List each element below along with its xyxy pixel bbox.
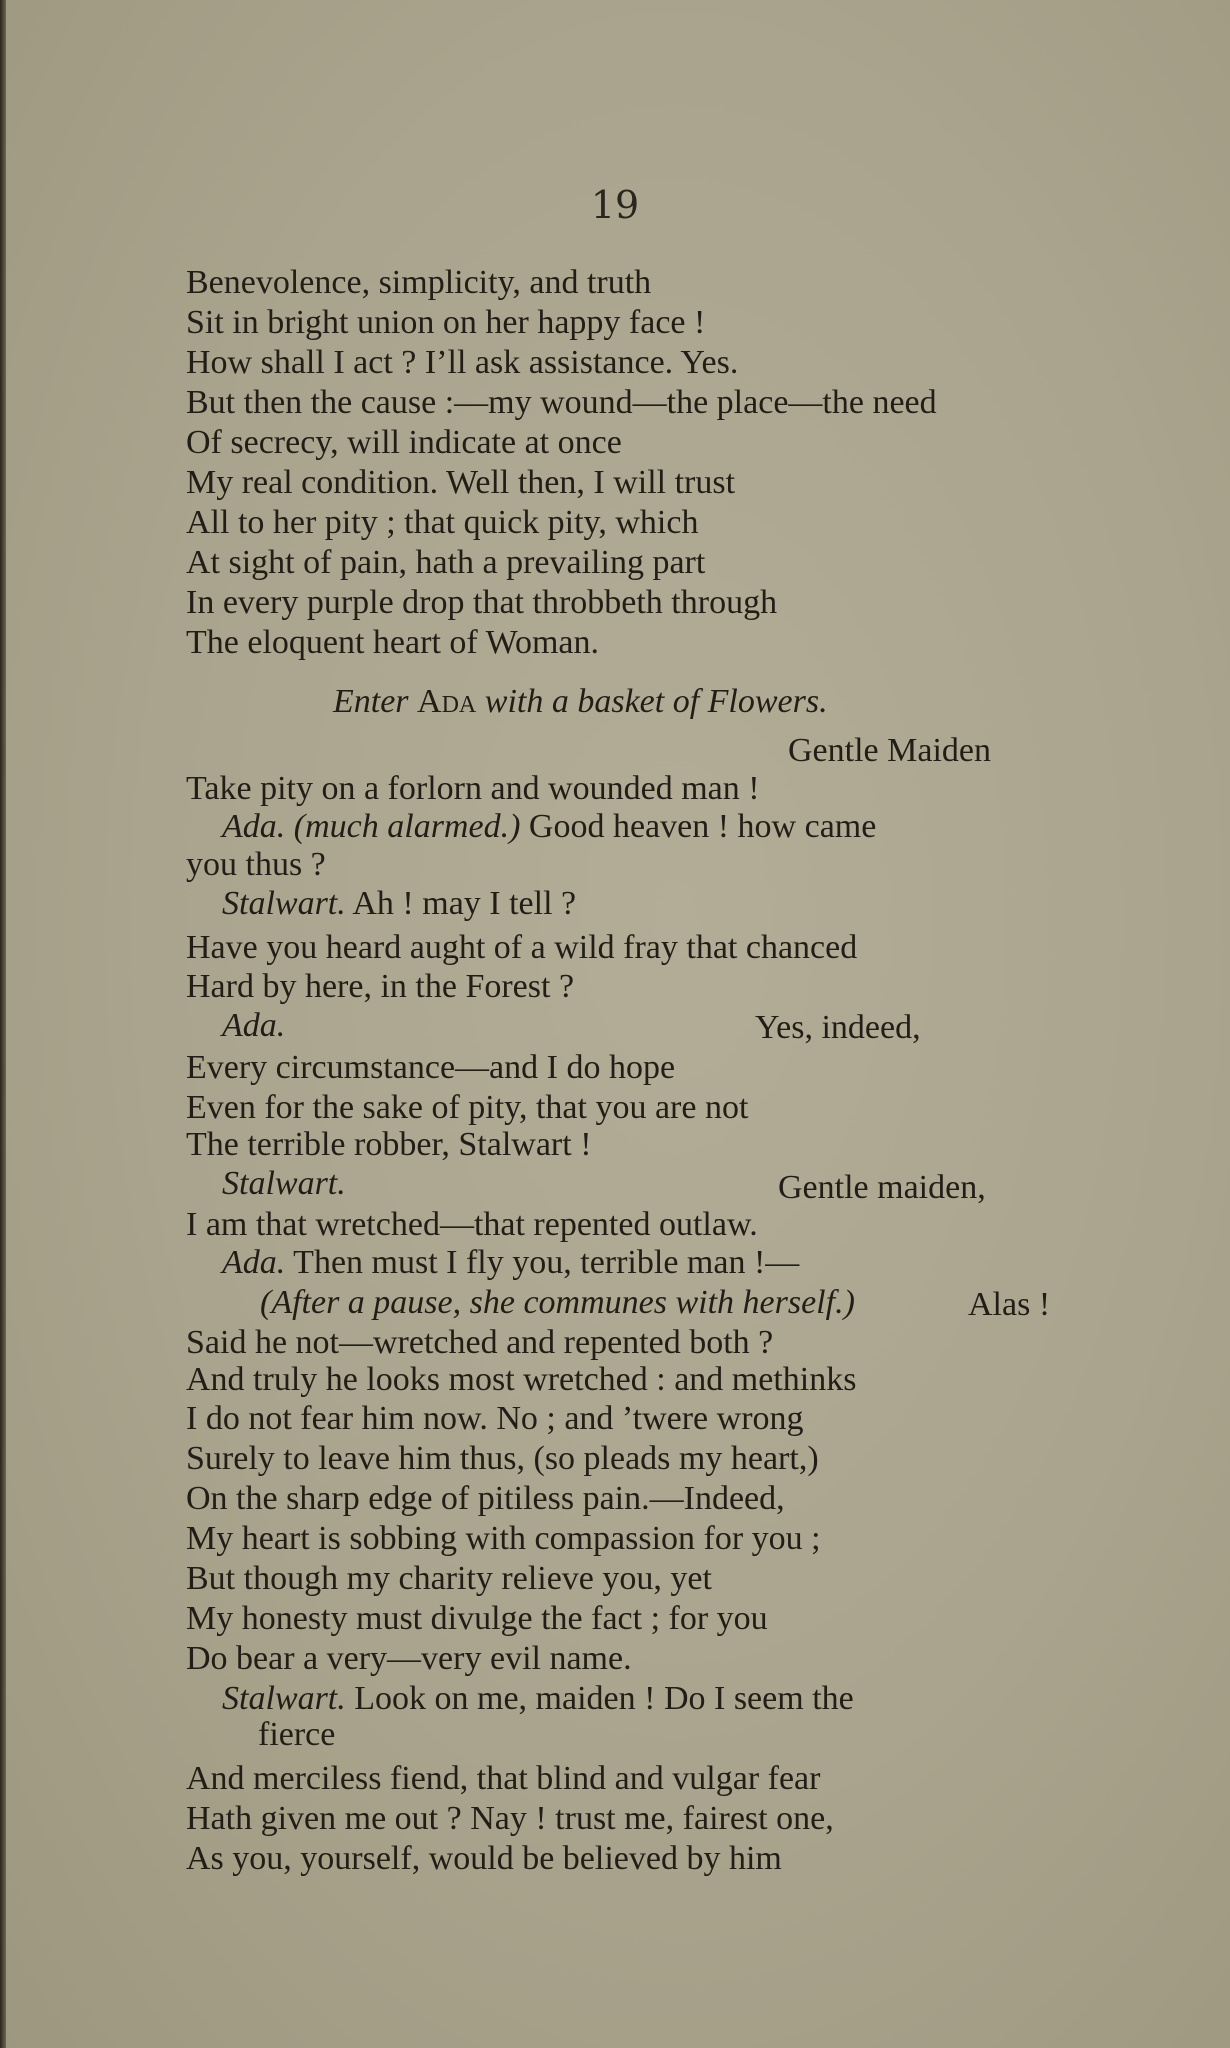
text-line: On the sharp edge of pitiless pain.—Indeed, xyxy=(186,1480,785,1517)
speech-line xyxy=(222,1679,854,1719)
speaker-name: Stalwart. xyxy=(222,1680,346,1717)
text-line: All to her pity ; that quick pity, which xyxy=(186,504,699,541)
speaker-name: Stalwart. xyxy=(222,885,346,922)
speech-line xyxy=(222,884,576,924)
speaker-name: Ada. xyxy=(222,1007,286,1044)
text-line: Hath given me out ? Nay ! trust me, fairest one, xyxy=(186,1800,834,1837)
text-line: Hard by here, in the Forest ? xyxy=(186,968,575,1005)
speech-text: Ah ! may I tell ? xyxy=(352,885,577,922)
text-line: Said he not—wretched and repented both ? xyxy=(186,1324,774,1361)
stage-direction-name: Ada xyxy=(417,683,477,720)
text-line: The terrible robber, Stalwart ! xyxy=(186,1126,592,1163)
text-line: Do bear a very—very evil name. xyxy=(186,1640,632,1677)
text-line: Have you heard aught of a wild fray that chanced xyxy=(186,929,858,966)
stage-direction-entry xyxy=(333,682,828,722)
speech-text: Good heaven ! how came xyxy=(528,808,877,845)
stage-direction-rest: with a basket of Flowers. xyxy=(484,683,828,720)
text-line: But though my charity relieve you, yet xyxy=(186,1560,712,1597)
text-line: In every purple drop that throbbeth through xyxy=(186,584,778,621)
text-line: you thus ? xyxy=(186,846,326,883)
text-line: Gentle maiden, xyxy=(778,1169,986,1206)
text-line: Benevolence, simplicity, and truth xyxy=(186,264,652,301)
text-line: Take pity on a forlorn and wounded man ! xyxy=(186,770,760,807)
text-line: How shall I act ? I’ll ask assistance. Yes. xyxy=(186,344,739,381)
text-line: Every circumstance—and I do hope xyxy=(186,1049,676,1086)
text-line: Surely to leave him thus, (so pleads my heart,) xyxy=(186,1440,819,1477)
text-line: My honesty must divulge the fact ; for you xyxy=(186,1600,768,1637)
speech-line xyxy=(222,1243,799,1283)
speaker-name: Ada. xyxy=(222,808,286,845)
text-line: The eloquent heart of Woman. xyxy=(186,624,599,661)
text-line: At sight of pain, hath a prevailing part xyxy=(186,544,706,581)
text-line: My heart is sobbing with compassion for you ; xyxy=(186,1520,821,1557)
text-line: And merciless fiend, that blind and vulgar fear xyxy=(186,1760,821,1797)
text-line: As you, yourself, would be believed by him xyxy=(186,1840,782,1877)
speech-text: Look on me, maiden ! Do I seem the xyxy=(354,1680,854,1717)
text-line: Sit in bright union on her happy face ! xyxy=(186,304,706,341)
text-line: I do not fear him now. No ; and ’twere wrong xyxy=(186,1400,804,1437)
page-number: 19 xyxy=(590,183,640,227)
text-line: Alas ! xyxy=(968,1286,1051,1323)
text-line: fierce xyxy=(258,1716,336,1753)
speaker-name: Ada. xyxy=(222,1244,286,1281)
stage-direction: (After a pause, she communes with herself.) xyxy=(260,1284,855,1321)
stage-direction-enter: Enter xyxy=(333,683,409,720)
stage-direction: (much alarmed.) xyxy=(293,808,521,845)
text-line: Yes, indeed, xyxy=(755,1009,921,1046)
text-line: And truly he looks most wretched : and methinks xyxy=(186,1361,857,1398)
text-line: But then the cause :—my wound—the place—the need xyxy=(186,384,937,421)
text-line: I am that wretched—that repented outlaw. xyxy=(186,1206,758,1243)
text-line: Gentle Maiden xyxy=(788,732,991,769)
text-line: Of secrecy, will indicate at once xyxy=(186,424,622,461)
speech-text: Then must I fly you, terrible man !— xyxy=(293,1244,800,1281)
text-line: Even for the sake of pity, that you are not xyxy=(186,1089,749,1126)
speech-line xyxy=(222,807,876,847)
text-line: My real condition. Well then, I will trust xyxy=(186,464,736,501)
speaker-name: Stalwart. xyxy=(222,1165,346,1202)
